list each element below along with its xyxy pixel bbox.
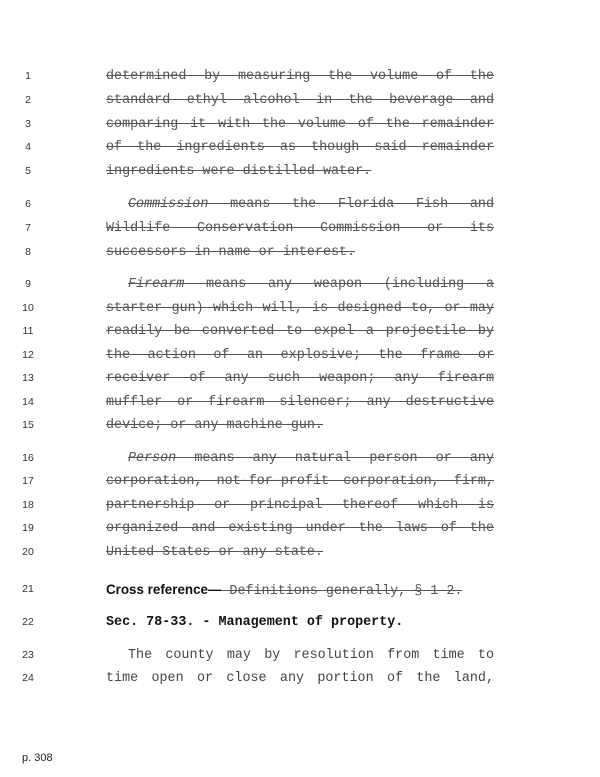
text-line: standard ethyl alcohol in the beverage and (106, 93, 494, 108)
defined-term: Commission (128, 197, 209, 212)
text-line: The county may by resolution from time to (128, 648, 494, 663)
text-line: the action of an explosive; the frame or (106, 348, 494, 363)
line-number: 21 (22, 583, 34, 595)
text-line: of the ingredients as though said remainder (106, 140, 494, 155)
text-line: organized and existing under the laws of the (106, 521, 494, 536)
line-number: 11 (22, 325, 34, 337)
text-line: corporation, not-for-profit corporation, firm, (106, 474, 494, 489)
cross-reference-text: Definitions generally, § 1-2. (221, 584, 463, 599)
line-number: 6 (25, 198, 31, 210)
line-number: 14 (22, 396, 34, 408)
cross-reference-label: Cross reference— (106, 582, 222, 597)
line-number: 5 (25, 165, 31, 177)
text-line: partnership or principal thereof which is (106, 498, 494, 513)
definition-text: means the Florida Fish and (208, 197, 494, 212)
text-line: muffler or firearm silencer; any destructive (106, 395, 494, 410)
line-number: 15 (22, 419, 34, 431)
line-number: 13 (22, 372, 34, 384)
text-line: United States or any state. (106, 545, 323, 560)
definition-person-line (128, 451, 494, 467)
text-line: time open or close any portion of the land, (106, 671, 494, 686)
line-number: 20 (22, 546, 34, 558)
line-number: 12 (22, 349, 34, 361)
text-line: device; or any machine gun. (106, 418, 323, 433)
line-number: 24 (22, 672, 34, 684)
definition-text: means any natural person or any (176, 451, 494, 466)
text-line: starter gun) which will, is designed to, or may (106, 301, 494, 316)
text-line: Wildlife Conservation Commission or its (106, 221, 494, 236)
defined-term: Firearm (128, 277, 185, 292)
text-line: readily be converted to expel a projectile by (106, 324, 494, 339)
line-number: 18 (22, 499, 34, 511)
line-number: 8 (25, 246, 31, 258)
line-number: 23 (22, 649, 34, 661)
line-number: 19 (22, 522, 34, 534)
text-line: comparing it with the volume of the remainder (106, 117, 494, 132)
line-number: 4 (25, 141, 31, 153)
page-number: p. 308 (22, 752, 53, 764)
defined-term: Person (128, 451, 177, 466)
definition-text: means any weapon (including a (184, 277, 494, 292)
line-number: 7 (25, 222, 31, 234)
line-number: 3 (25, 118, 31, 130)
line-number: 10 (22, 302, 34, 314)
line-number: 9 (25, 278, 31, 290)
text-line: successors in name or interest. (106, 245, 356, 260)
definition-commission-line (128, 197, 494, 213)
line-number: 1 (25, 70, 31, 82)
line-number: 2 (25, 94, 31, 106)
definition-firearm-line (128, 277, 494, 293)
text-line: receiver of any such weapon; any firearm (106, 371, 494, 386)
text-line: determined by measuring the volume of the (106, 69, 494, 84)
line-number: 22 (22, 616, 34, 628)
section-heading: Sec. 78-33. - Management of property. (106, 615, 404, 630)
text-line: ingredients were distilled water. (106, 164, 372, 179)
line-number: 17 (22, 475, 34, 487)
line-number: 16 (22, 452, 34, 464)
cross-reference (106, 582, 494, 600)
